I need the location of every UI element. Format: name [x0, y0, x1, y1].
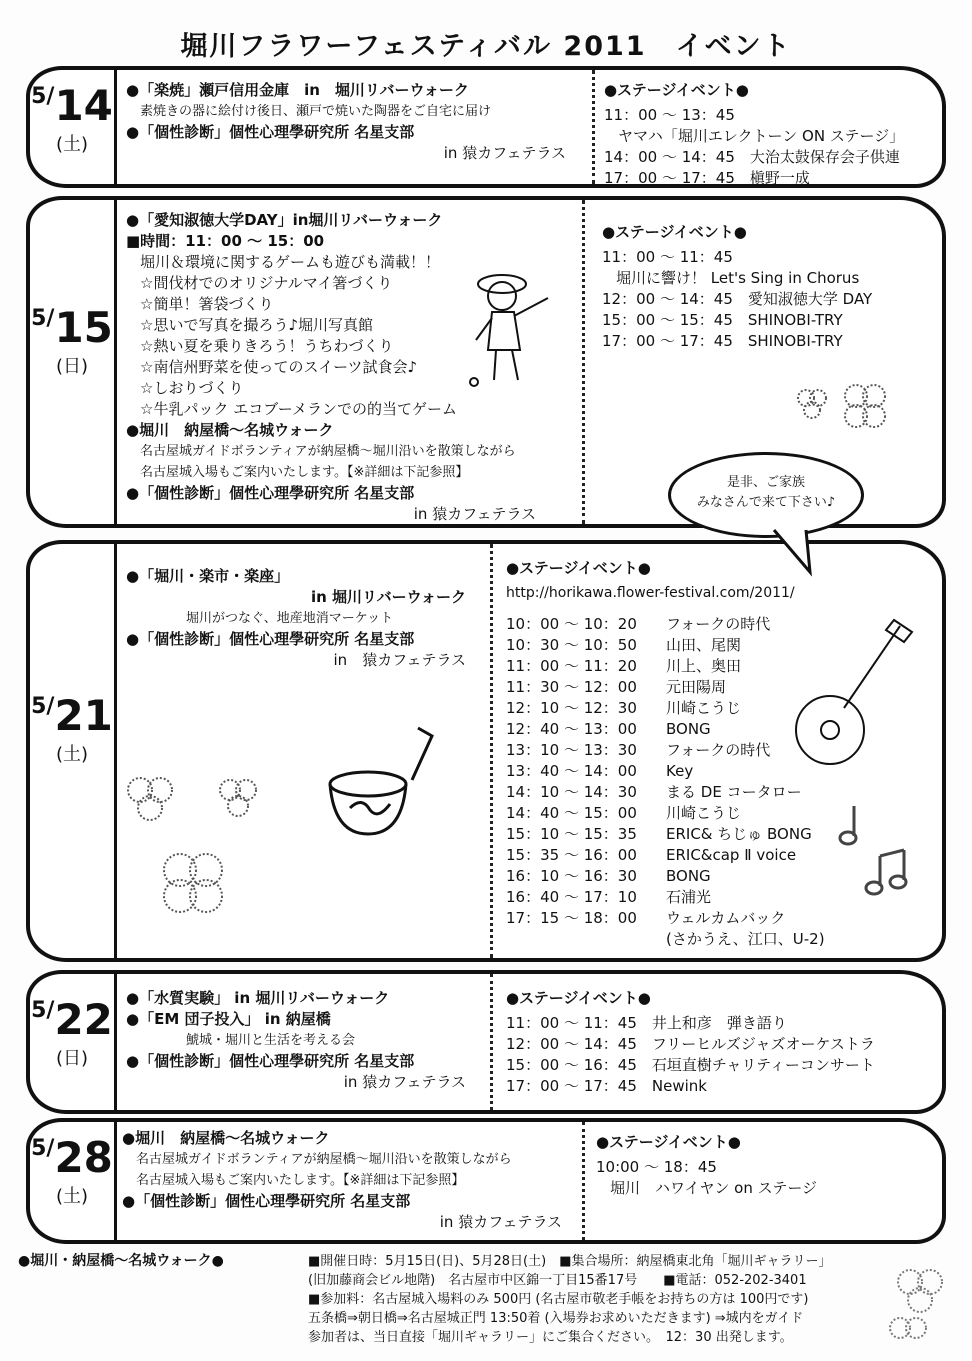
text-line: 12：00 〜 14：45 愛知淑徳大学 DAY [602, 290, 873, 308]
event-list [126, 566, 486, 671]
page-title: 堀川フラワーフェスティバル 2011 イベント [180, 31, 792, 62]
column-divider [490, 974, 493, 1110]
day-box-0522 [26, 970, 946, 1114]
stage-events [602, 222, 932, 352]
schedule-time: 12：10 〜 12：30 [506, 699, 637, 717]
text-line: ●「個性診断」個性心理學研究所 名星支部 [126, 1052, 415, 1070]
schedule-performer: 川崎こうじ [666, 699, 742, 717]
text-line: 17：00 〜 17：45 槇野一成 [604, 169, 810, 187]
stage-events [596, 1132, 926, 1199]
guitar-icon [782, 612, 932, 782]
text-line: ●「個性診断」個性心理學研究所 名星支部 [126, 484, 415, 502]
footer-line: ■参加料：名古屋城入場料のみ 500円 (名古屋市敬老手帳をお持ちの方は 100円です) [308, 1292, 809, 1307]
stage-title: ●ステージイベント● [602, 223, 747, 241]
stage-events [604, 80, 934, 189]
text-line: ☆熱い夏を乗りきろう！うちわづくり [140, 337, 394, 355]
schedule-performer: ウェルカムバック [666, 909, 786, 927]
text-line: ☆簡単！箸袋づくり [140, 295, 274, 313]
text-line: 14：00 〜 14：45 大治太鼓保存会子供連 [604, 148, 900, 166]
text-line: ●「個性診断」個性心理學研究所 名星支部 [122, 1192, 411, 1210]
text-line: ●「楽焼」瀬戸信用金庫 in 堀川リバーウォーク [126, 81, 469, 99]
footer-line: 参加者は、当日直接「堀川ギャラリー」にご集合ください。 12：30 出発します。 [308, 1330, 793, 1345]
text-line: 17：00 〜 17：45 SHINOBI-TRY [602, 332, 843, 350]
text-line: in 猿カフェテラス [413, 505, 536, 523]
text-line: ●「EM 団子投入」 in 納屋橋 [126, 1010, 331, 1028]
text-line: ●「個性診断」個性心理學研究所 名星支部 [126, 123, 415, 141]
footer-heading: ●堀川・納屋橋〜名城ウォーク● [18, 1253, 224, 1269]
schedule-performer: (さかうえ、江口、U-2) [666, 930, 825, 948]
date-label: 5/22 (日) [31, 995, 113, 1069]
date-label: 5/15 (日) [31, 303, 113, 377]
schedule-performer: BONG [666, 867, 711, 885]
speech-bubble: 是非、ご家族 みなさんで来て下さい♪ [668, 452, 864, 538]
schedule-row [506, 929, 926, 950]
stage-title: ●ステージイベント● [506, 989, 651, 1007]
schedule-time: 14：40 〜 15：00 [506, 804, 637, 822]
date-column [30, 200, 117, 524]
schedule-time: 10：00 〜 10：20 [506, 615, 637, 633]
stage-title: ●ステージイベント● [506, 559, 651, 577]
text-line: ☆しおりづくり [140, 379, 244, 397]
text-line: 名古屋城ガイドボランティアが納屋橋〜堀川沿いを散策しながら [136, 1152, 512, 1167]
text-line: 11：00 〜 11：45 [602, 248, 733, 266]
tea-bowl-icon [320, 716, 460, 846]
schedule-performer: Key [666, 762, 694, 780]
text-line: ☆間伐材でのオリジナルマイ箸づくり [140, 274, 393, 292]
schedule-time: 13：10 〜 13：30 [506, 741, 637, 759]
footer-line: 五条橋⇒朝日橋⇒名古屋城正門 13:50着 (入場券お求めいただきます) ⇒城内をガイド [308, 1311, 804, 1326]
schedule-performer: ERIC&cap Ⅱ voice [666, 846, 797, 864]
schedule-time [506, 929, 666, 950]
stage-title: ●ステージイベント● [604, 81, 749, 99]
text-line: 15：00 〜 15：45 SHINOBI-TRY [602, 311, 843, 329]
schedule-time: 13：40 〜 14：00 [506, 762, 637, 780]
text-line: 素焼きの器に絵付け後日、瀬戸で焼いた陶器をご自宅に届け [140, 104, 492, 119]
text-line: 11：00 〜 11：45 井上和彦 弾き語り [506, 1014, 787, 1032]
date-column [30, 70, 117, 184]
footer-line: (旧加藤商会ビル地階) 名古屋市中区錦一丁目15番17号 ■電話：052-202-3401 [308, 1273, 807, 1288]
text-line: in 猿カフェテラス [343, 1073, 466, 1091]
schedule-time: 14：10 〜 14：30 [506, 783, 637, 801]
text-line: ヤマハ「堀川エレクトーン ON ステージ」 [618, 127, 905, 145]
schedule-time: 12：40 〜 13：00 [506, 720, 637, 738]
text-line: ●「水質実験」 in 堀川リバーウォーク [126, 989, 390, 1007]
text-line: 名古屋城入場もご案内いたします。【※詳細は下記参照】 [140, 465, 469, 480]
schedule-time: 16：10 〜 16：30 [506, 867, 637, 885]
speech-bubble-tail [770, 528, 830, 578]
date-label: 5/21 (土) [31, 691, 113, 765]
column-divider [490, 544, 493, 958]
schedule-performer: 川上、奥田 [666, 657, 742, 675]
text-line: ●「個性診断」個性心理學研究所 名星支部 [126, 630, 415, 648]
text-line: in 猿カフェテラス [439, 1213, 562, 1231]
schedule-performer: フォークの時代 [666, 615, 771, 633]
schedule-performer: 山田、尾関 [666, 636, 742, 654]
text-line: 堀川がつなぐ、地産地消マーケット [186, 611, 394, 626]
day-box-0514 [26, 66, 946, 188]
text-line: ☆南信州野菜を使ってのスイーツ試食会♪ [140, 358, 418, 376]
event-list [126, 80, 586, 164]
text-line: 12：00 〜 14：45 フリーヒルズジャズオーケストラ [506, 1035, 875, 1053]
schedule-time: 16：40 〜 17：10 [506, 888, 637, 906]
child-illustration [462, 262, 562, 392]
schedule-time: 10：30 〜 10：50 [506, 636, 637, 654]
event-list [126, 988, 486, 1093]
flower-icon [120, 760, 280, 930]
footer-line: ■開催日時：5月15日(日)、5月28日(土) ■集合場所：納屋橋東北角「堀川ギャラリー」 [308, 1254, 832, 1269]
music-note-icon [834, 796, 924, 906]
text-line: in 猿カフェテラス [333, 651, 466, 669]
schedule-performer: ERIC& ちじゅ BONG [666, 825, 812, 843]
day-box-0528 [26, 1118, 946, 1244]
stage-events [506, 988, 926, 1097]
text-line: 17：00 〜 17：45 Newink [506, 1077, 707, 1095]
column-divider [592, 70, 595, 184]
schedule-time: 15：10 〜 15：35 [506, 825, 637, 843]
text-line: 15：00 〜 16：45 石垣直樹チャリティーコンサート [506, 1056, 875, 1074]
event-list [122, 1128, 582, 1233]
text-line: ■時間：11：00 〜 15：00 [126, 232, 325, 250]
text-line: ●堀川 納屋橋〜名城ウォーク [122, 1129, 330, 1147]
flower-icon [786, 376, 896, 446]
schedule-performer: BONG [666, 720, 711, 738]
text-line: 堀川＆環境に関するゲームも遊びも満載！！ [140, 253, 441, 271]
text-line: in 堀川リバーウォーク [311, 588, 466, 606]
schedule-performer: 石浦光 [666, 888, 712, 906]
text-line: ●「堀川・楽市・楽座」 [126, 567, 290, 585]
date-label: 5/14 (土) [31, 81, 113, 155]
column-divider [582, 200, 585, 524]
schedule-time: 11：00 〜 11：20 [506, 657, 637, 675]
text-line: ●「愛知淑徳大学DAY」in堀川リバーウォーク [126, 211, 443, 229]
schedule-performer: 元田陽周 [666, 678, 727, 696]
schedule-performer: フォークの時代 [666, 741, 771, 759]
schedule-time: 15：35 〜 16：00 [506, 846, 637, 864]
date-column [30, 1122, 117, 1240]
date-column [30, 544, 117, 958]
schedule-performer: まる DE コータロー [666, 783, 802, 801]
schedule-time: 17：15 〜 18：00 [506, 909, 637, 927]
footer-details [308, 1252, 958, 1347]
schedule-time: 11：30 〜 12：00 [506, 678, 637, 696]
date-label: 5/28 (土) [31, 1133, 113, 1207]
column-divider [582, 1122, 585, 1240]
text-line: 名古屋城入場もご案内いたします。【※詳細は下記参照】 [136, 1173, 465, 1188]
text-line: ☆思いで写真を撮ろう♪堀川写真館 [140, 316, 374, 334]
text-line: 鯱城・堀川と生活を考える会 [186, 1033, 356, 1048]
festival-url[interactable]: http://horikawa.flower-festival.com/2011/ [506, 585, 795, 601]
text-line: ●堀川 納屋橋〜名城ウォーク [126, 421, 334, 439]
schedule-performer: 川崎こうじ [666, 804, 742, 822]
schedule-row [506, 908, 926, 929]
text-line: ☆牛乳パック エコブーメランでの的当てゲーム [140, 400, 458, 418]
text-line: 堀川に響け！ Let's Sing in Chorus [616, 269, 860, 287]
stage-title: ●ステージイベント● [596, 1133, 741, 1151]
text-line: in 猿カフェテラス [443, 144, 566, 162]
text-line: 名古屋城ガイドボランティアが納屋橋〜堀川沿いを散策しながら [140, 444, 516, 459]
text-line: 10:00 〜 18：45 [596, 1158, 717, 1176]
date-column [30, 974, 117, 1110]
text-line: 11：00 〜 13：45 [604, 106, 735, 124]
text-line: 堀川 ハワイヤン on ステージ [610, 1179, 818, 1197]
